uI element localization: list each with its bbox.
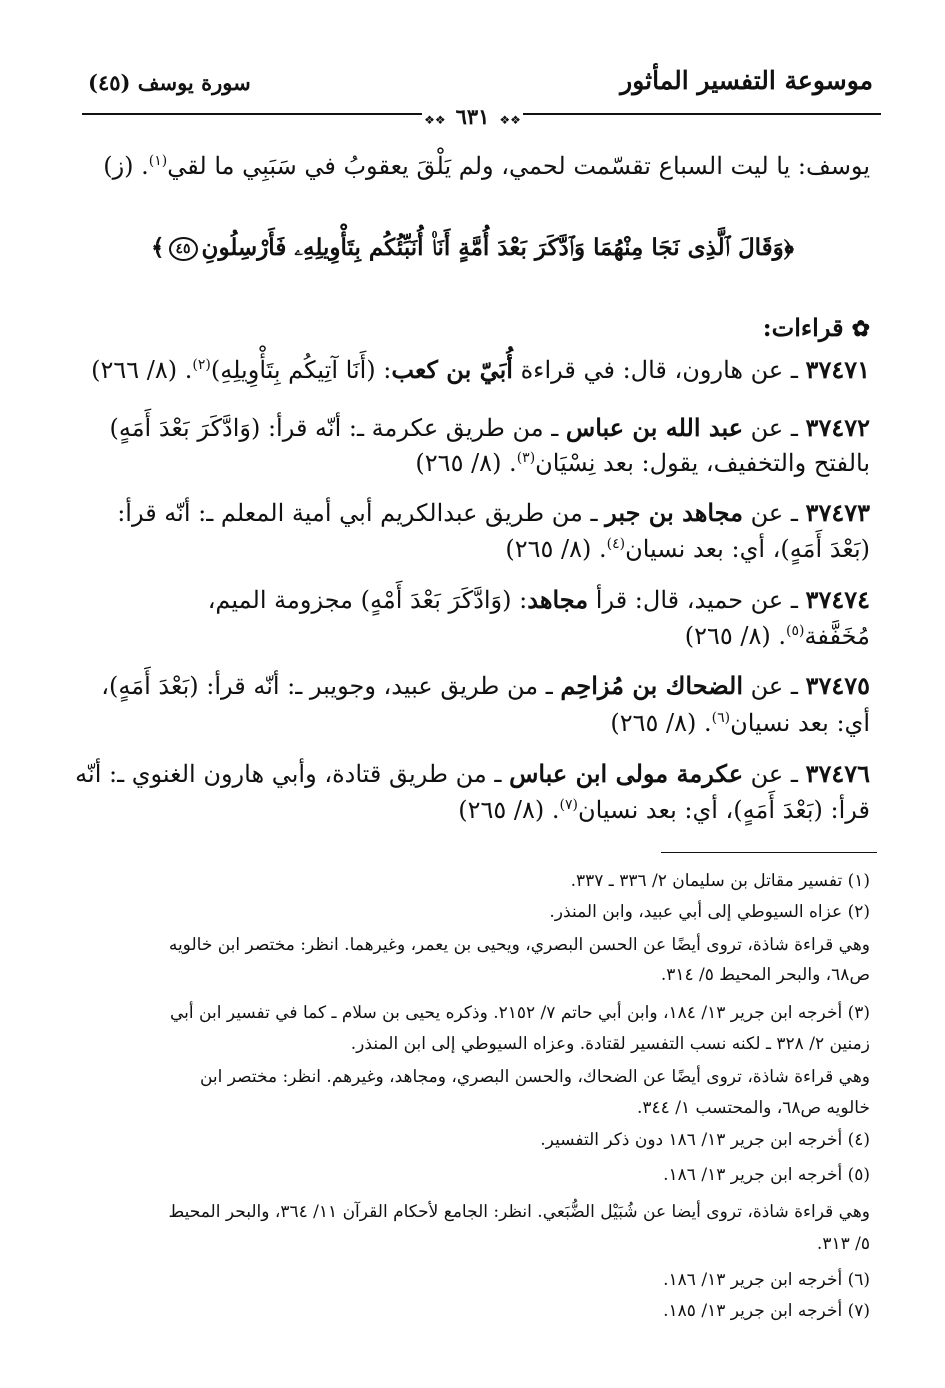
narrator-name: مجاهد: [527, 585, 589, 614]
reading-number: ٣٧٤٧٤: [805, 585, 870, 614]
source-ref: . (٨/ ٢٦٥): [458, 796, 560, 824]
footnote-ref[interactable]: (٦): [711, 710, 731, 726]
narrator-name: عكرمة مولى ابن عباس: [509, 759, 744, 788]
footnote-ref[interactable]: (٥): [786, 623, 805, 639]
verse-open-bracket: ﴿: [783, 234, 794, 261]
footnote-line: (٦) أخرجه ابن جرير ١٣/ ١٨٦.: [663, 1270, 870, 1290]
verse-close-bracket: ﴾: [151, 234, 165, 261]
reading-text: ـ عن حميد، قال: قرأ: [588, 586, 806, 614]
reading-line: [610, 709, 870, 737]
footnote-line: ص٦٨، والبحر المحيط ٥/ ٣١٤.: [660, 965, 870, 985]
source-ref: . (٨/ ٢٦٥): [505, 535, 607, 563]
reading-text: ـ عن: [743, 760, 806, 788]
running-head-surah: سورة يوسف (٤٥): [88, 70, 251, 95]
footnote-line: ٥/ ٣١٣.: [816, 1234, 870, 1254]
footnote-line: وهي قراءة شاذة، تروى أيضًا عن الحسن البصري، ويحيى بن يعمر، وغيرهما. انظر: مختصر ابن خالويه: [168, 935, 870, 955]
reading-text: مُخَفَّفة: [804, 622, 870, 650]
source-ref: . (٨/ ٢٦٥): [684, 622, 787, 650]
quran-verse: [64, 234, 881, 261]
reading-text: : (وَادَّكَرَ بَعْدَ أَمْهٍ) مجزومة الميم،: [207, 586, 528, 614]
source-ref: . (٨/ ٢٦٥): [415, 449, 517, 477]
reading-text: ـ عن: [743, 672, 806, 700]
footnote-line: وهي قراءة شاذة، تروى أيضًا عن الضحاك، والحسن البصري، ومجاهد، وغيرهم. انظر: مختصر ابن: [199, 1067, 870, 1087]
reading-text: ـ عن هارون، قال: في قراءة: [512, 356, 806, 384]
footnote-line: (٢) عزاه السيوطي إلى أبي عبيد، وابن المنذر.: [549, 902, 870, 922]
reading-line: [505, 535, 870, 563]
reading-line: [117, 498, 870, 527]
footnote-line: (٣) أخرجه ابن جرير ١٣/ ١٨٤، وابن أبي حاتم ٧/ ٢١٥٢. وذكره يحيى بن سلام ـ كما في تفسير ابن أبي: [170, 1003, 870, 1023]
reading-number: ٣٧٤٧٥: [805, 671, 870, 700]
reading-text: : (أَنَا آتِيكُم بِتَأْوِيلِهِ): [210, 356, 392, 384]
footnote-ref[interactable]: (٣): [516, 450, 536, 466]
reading-line: [109, 413, 870, 442]
reading-text: أي: بعد نسيان: [730, 709, 870, 737]
page-number: ٦٣١: [448, 104, 498, 129]
ornament-left-icon: ❖❖: [424, 113, 446, 127]
intro-line: [103, 152, 870, 180]
footnote-line: زمنين ٢/ ٣٢٨ ـ لكنه نسب التفسير لقتادة. وعزاه السيوطي إلى ابن المنذر.: [350, 1034, 870, 1054]
ayah-number-badge: ٤٥: [169, 237, 198, 261]
footnote-line: وهي قراءة شاذة، تروى أيضا عن شُبَيْل الضُّبَعي. انظر: الجامع لأحكام القرآن ١١/ ٣٦٤، والبحر المحيط: [168, 1202, 870, 1222]
section-heading: [763, 313, 870, 342]
source-ref: . (٨/ ٢٦٥): [610, 709, 712, 737]
narrator-name: الضحاك بن مُزاحِم: [560, 671, 744, 700]
reading-line: [75, 759, 870, 788]
footnote-separator: [661, 852, 877, 853]
footnote-ref[interactable]: (١): [148, 153, 168, 169]
intro-text: يوسف: يا ليت السباع تقسّمت لحمي، ولم يَلْقَ يعقوبُ في سَبَبِي ما لقي: [167, 152, 870, 180]
reading-number: ٣٧٤٧٣: [805, 498, 870, 527]
reading-text: ـ عن: [743, 414, 806, 442]
footnote-line: (٧) أخرجه ابن جرير ١٣/ ١٨٥.: [663, 1301, 870, 1321]
narrator-name: أُبَيّ بن كعب: [391, 355, 513, 384]
reading-text: ـ من طريق عكرمة ـ: أنّه قرأ: (وَادَّكَرَ بَعْدَ أَمَهٍ): [109, 414, 566, 442]
section-title: قراءات:: [762, 313, 844, 342]
narrator-name: عبد الله بن عباس: [565, 413, 744, 442]
reading-line: [91, 355, 870, 384]
reading-number: ٣٧٤٧٢: [805, 413, 870, 442]
reading-line: [415, 449, 870, 477]
page-number-block: [0, 104, 945, 129]
reading-number: ٣٧٤٧١: [805, 355, 870, 384]
footnote-ref[interactable]: (٢): [192, 357, 211, 373]
reading-text: (بَعْدَ أَمَهٍ)، أي: بعد نسيان: [625, 535, 870, 563]
flower-ornament-icon: ✿: [851, 316, 870, 342]
reading-line: [458, 796, 870, 824]
reading-line: [208, 585, 870, 614]
reading-line: [101, 671, 870, 700]
reading-text: قرأ: (بَعْدَ أَمَهٍ)، أي: بعد نسيان: [578, 796, 870, 824]
reading-text: ـ عن: [743, 499, 806, 527]
narrator-name: مجاهد بن جبر: [605, 498, 744, 527]
reading-text: ـ من طريق قتادة، وأبي هارون الغنوي ـ: أنّه: [75, 760, 510, 788]
reading-text: ـ من طريق عبيد، وجويبر ـ: أنّه قرأ: (بَعْدَ أَمَهٍ)،: [101, 672, 561, 700]
reading-number: ٣٧٤٧٦: [805, 759, 870, 788]
verse-text: وَقَالَ ٱلَّذِى نَجَا مِنْهُمَا وَٱدَّكَرَ بَعْدَ أُمَّةٍ أَنَا۠ أُنَبِّئُكُم بِتَأْوِيلِهِۦ فَأَرْسِلُونِ: [201, 234, 784, 261]
running-head-book-title: موسوعة التفسير المأثور: [620, 66, 873, 95]
footnote-ref[interactable]: (٧): [559, 797, 578, 813]
footnote-line: (٤) أخرجه ابن جرير ١٣/ ١٨٦ دون ذكر التفسير.: [540, 1130, 870, 1150]
footnote-line: (٥) أخرجه ابن جرير ١٣/ ١٨٦.: [663, 1165, 870, 1185]
ornament-right-icon: ❖❖: [499, 113, 521, 127]
reading-line: [685, 622, 870, 650]
footnote-line: (١) تفسير مقاتل بن سليمان ٢/ ٣٣٦ ـ ٣٣٧.: [570, 871, 870, 891]
reading-text: بالفتح والتخفيف، يقول: بعد نِسْيَان: [535, 449, 870, 477]
footnote-line: خالويه ص٦٨، والمحتسب ١/ ٣٤٤.: [636, 1098, 870, 1118]
source-ref: . (٨/ ٢٦٦): [91, 356, 193, 384]
footnote-ref[interactable]: (٤): [606, 536, 626, 552]
intro-end: . (ز): [103, 152, 149, 180]
reading-text: ـ من طريق عبدالكريم أبي أمية المعلم ـ: أنّه قرأ:: [117, 499, 606, 527]
